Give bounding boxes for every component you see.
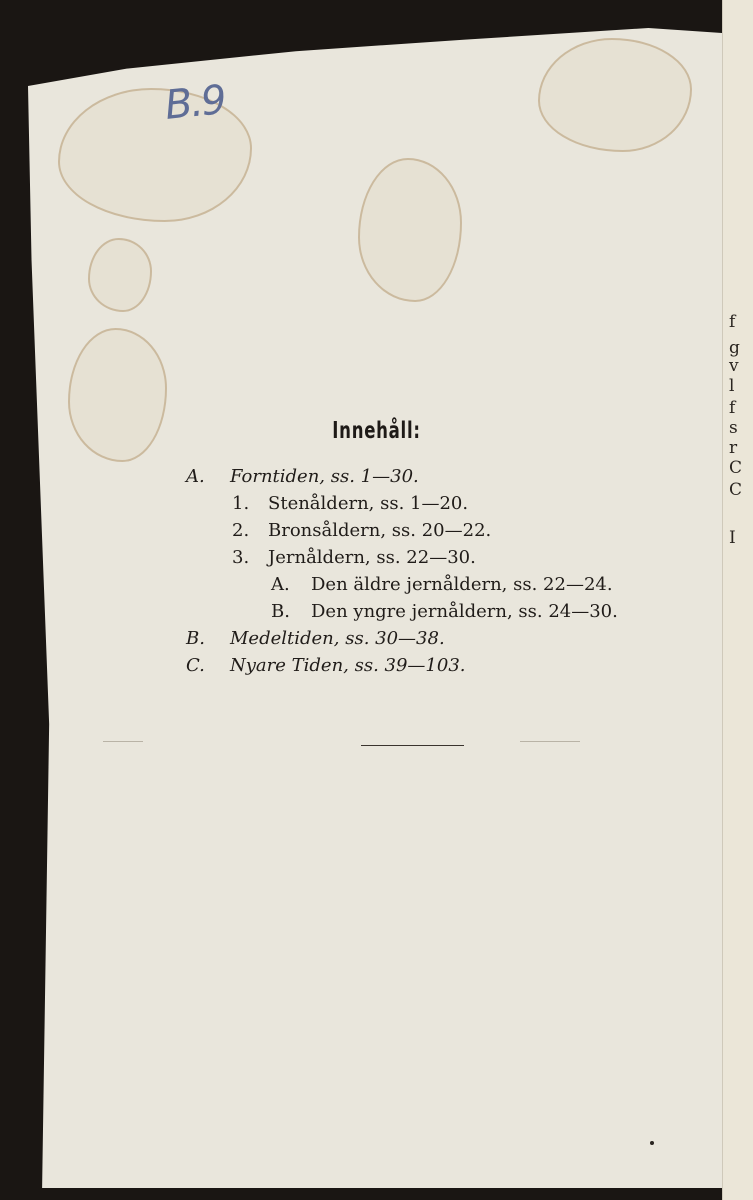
toc-text: Den yngre jernåldern, ss. 24—30. — [311, 601, 618, 622]
edge-char: r — [729, 438, 738, 458]
toc-marker: B. — [271, 601, 290, 622]
faint-rule-left — [103, 741, 143, 742]
toc-text: Stenåldern, ss. 1—20. — [268, 493, 469, 514]
toc-marker: 2. — [232, 520, 250, 541]
toc-marker: B. — [186, 628, 205, 649]
toc-marker: A. — [186, 466, 205, 487]
toc-text: Nyare Tiden, ss. 39—103. — [230, 655, 466, 676]
toc-marker: A. — [271, 574, 290, 595]
water-stain — [538, 38, 692, 152]
toc-entry-subsection — [232, 547, 476, 568]
toc-text: Jernåldern, ss. 22—30. — [268, 547, 476, 568]
water-stain — [88, 238, 152, 312]
toc-entry-subsection — [232, 493, 468, 514]
toc-entry-subsection — [232, 520, 491, 541]
adjacent-page-edge — [722, 0, 753, 1200]
toc-marker: 3. — [232, 547, 250, 568]
edge-char: l — [729, 376, 735, 396]
ink-speck — [650, 1141, 654, 1145]
toc-text: Bronsåldern, ss. 20—22. — [268, 520, 492, 541]
closing-rule — [361, 745, 464, 746]
pencil-catalog-mark: B.9 — [162, 77, 227, 129]
edge-char: s — [729, 418, 738, 438]
edge-char: I — [729, 528, 736, 548]
toc-marker: C. — [186, 655, 205, 676]
water-stain — [358, 158, 462, 302]
edge-char: f — [729, 398, 736, 418]
edge-char: C — [729, 458, 743, 478]
toc-entry-subsubsection — [271, 574, 613, 595]
toc-text: Forntiden, ss. 1—30. — [230, 466, 419, 487]
edge-char: f — [729, 312, 736, 332]
toc-entry-subsubsection — [271, 601, 618, 622]
edge-char: v — [729, 356, 739, 376]
toc-entry-section — [186, 466, 419, 487]
toc-marker: 1. — [232, 493, 250, 514]
toc-text: Den äldre jernåldern, ss. 22—24. — [311, 574, 613, 595]
edge-char: g — [729, 338, 740, 358]
toc-entry-section — [186, 655, 466, 676]
toc-text: Medeltiden, ss. 30—38. — [230, 628, 445, 649]
edge-char: C — [729, 480, 743, 500]
faint-rule-right — [520, 741, 580, 742]
toc-entry-section — [186, 628, 445, 649]
contents-heading: Innehåll: — [332, 418, 421, 444]
